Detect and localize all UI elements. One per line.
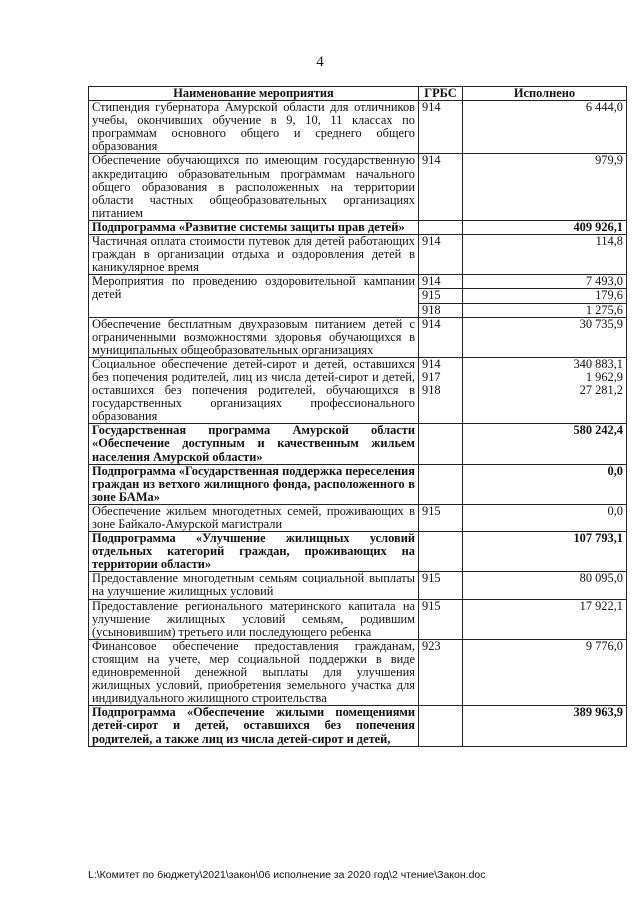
row-name: Мероприятия по проведению оздоровительной кампании детей <box>89 275 419 317</box>
row-executed <box>463 639 627 705</box>
executed-amount: 389 963,9 <box>573 705 623 720</box>
executed-amount: 1 962,9 <box>585 369 623 384</box>
executed-amount: 409 926,1 <box>573 219 623 234</box>
table-row <box>89 424 627 464</box>
executed-amount: 7 493,0 <box>585 274 623 289</box>
table-row <box>89 275 627 317</box>
row-executed <box>463 504 627 531</box>
row-grbs <box>419 154 463 220</box>
table-row <box>89 154 627 220</box>
table-row <box>89 101 627 154</box>
budget-table <box>88 86 627 747</box>
file-path-footer: L:\Комитет по бюджету\2021\закон\06 исполнение за 2020 год\2 чтение\Закон.doc <box>88 869 486 881</box>
row-grbs <box>419 275 463 317</box>
row-grbs <box>419 220 463 234</box>
row-grbs <box>419 504 463 531</box>
table-row <box>89 504 627 531</box>
executed-amount: 107 793,1 <box>573 531 623 546</box>
grbs-code: 923 <box>422 638 441 653</box>
row-executed <box>463 532 627 572</box>
row-grbs <box>419 639 463 705</box>
row-grbs <box>419 424 463 464</box>
row-grbs <box>419 317 463 357</box>
table-row <box>89 599 627 639</box>
row-name: Финансовое обеспечение предоставления гражданам, стоящим на учете, мер социальной поддержки в виде единовременной денежной выплаты для улучшения жилищных условий, приобретения земельного участка для индивидуального жилищного строительства <box>89 639 419 705</box>
row-executed <box>463 235 627 275</box>
row-name: Государственная программа Амурской области «Обеспечение доступным и качественным жильем населения Амурской области» <box>89 424 419 464</box>
grbs-code: 914 <box>422 153 441 168</box>
header-name: Наименование мероприятия <box>89 87 419 101</box>
table-row <box>89 532 627 572</box>
table-row <box>89 706 627 746</box>
grbs-code: 914 <box>422 100 441 115</box>
table-row <box>89 357 627 423</box>
row-name: Подпрограмма «Государственная поддержка переселения граждан из ветхого жилищного фонда, расположенного в зоне БАМа» <box>89 464 419 504</box>
header-grbs: ГРБС <box>419 87 463 101</box>
row-executed <box>463 220 627 234</box>
row-grbs <box>419 706 463 746</box>
grbs-code: 914 <box>422 274 441 289</box>
row-name: Предоставление регионального материнского капитала на улучшение жилищных условий семьям, родившим (усыновившим) третьего или последующего ребенка <box>89 599 419 639</box>
grbs-code: 918 <box>422 383 441 398</box>
row-name: Обеспечение обучающихся по имеющим государственную аккредитацию образовательным программам начального общего образования в расположенных на территории области частных общеобразовательных организациях питанием <box>89 154 419 220</box>
row-name: Подпрограмма «Развитие системы защиты прав детей» <box>89 220 419 234</box>
row-grbs <box>419 532 463 572</box>
executed-amount: 17 922,1 <box>579 598 623 613</box>
row-executed <box>463 275 627 317</box>
table-body <box>89 101 627 747</box>
row-executed <box>463 706 627 746</box>
table-row <box>89 317 627 357</box>
row-executed <box>463 464 627 504</box>
executed-amount: 6 444,0 <box>585 100 623 115</box>
row-grbs <box>419 235 463 275</box>
executed-amount: 979,9 <box>595 153 623 168</box>
grbs-code: 915 <box>419 288 462 302</box>
grbs-code: 915 <box>422 503 441 518</box>
table-row <box>89 464 627 504</box>
row-executed <box>463 154 627 220</box>
executed-amount: 27 281,2 <box>579 383 623 398</box>
table-header-row <box>89 87 627 101</box>
executed-amount: 340 883,1 <box>573 356 623 371</box>
row-executed <box>463 424 627 464</box>
executed-amount: 580 242,4 <box>573 423 623 438</box>
table-row <box>89 220 627 234</box>
row-executed <box>463 599 627 639</box>
table-row <box>89 235 627 275</box>
grbs-code: 915 <box>422 598 441 613</box>
executed-amount: 9 776,0 <box>585 638 623 653</box>
table-row <box>89 572 627 599</box>
row-executed <box>463 317 627 357</box>
grbs-code: 914 <box>422 356 441 371</box>
table-row <box>89 639 627 705</box>
row-grbs <box>419 101 463 154</box>
row-name: Подпрограмма «Улучшение жилищных условий отдельных категорий граждан, проживающих на территории области» <box>89 532 419 572</box>
row-grbs <box>419 599 463 639</box>
executed-amount: 80 095,0 <box>579 571 623 586</box>
executed-amount: 30 735,9 <box>579 316 623 331</box>
row-name: Частичная оплата стоимости путевок для детей работающих граждан в организации отдыха и оздоровления детей в каникулярное время <box>89 235 419 275</box>
row-executed <box>463 357 627 423</box>
grbs-code: 917 <box>422 369 441 384</box>
row-name: Обеспечение бесплатным двухразовым питанием детей с ограниченными возможностями здоровья обучающихся в муниципальных общеобразовательных организациях <box>89 317 419 357</box>
executed-amount: 114,8 <box>595 234 623 249</box>
grbs-code: 914 <box>422 316 441 331</box>
row-name: Подпрограмма «Обеспечение жилыми помещениями детей-сирот и детей, оставшихся без попечения родителей, а также лиц из числа детей-сирот и детей, <box>89 706 419 746</box>
row-name: Стипендия губернатора Амурской области для отличников учебы, окончивших обучение в 9, 10, 11 классах по программам основного общего и среднего общего образования <box>89 101 419 154</box>
header-executed: Исполнено <box>463 87 627 101</box>
grbs-code: 915 <box>422 571 441 586</box>
executed-amount: 0,0 <box>607 463 623 478</box>
executed-amount: 0,0 <box>607 503 623 518</box>
row-grbs <box>419 464 463 504</box>
row-grbs <box>419 357 463 423</box>
executed-amount: 179,6 <box>463 288 626 302</box>
page-number: 4 <box>316 54 324 70</box>
row-grbs <box>419 572 463 599</box>
grbs-code: 918 <box>419 303 462 317</box>
row-executed <box>463 101 627 154</box>
executed-amount: 1 275,6 <box>463 303 626 317</box>
row-name: Обеспечение жильем многодетных семей, проживающих в зоне Байкало-Амурской магистрали <box>89 504 419 531</box>
row-name: Предоставление многодетным семьям социальной выплаты на улучшение жилищных условий <box>89 572 419 599</box>
row-name: Социальное обеспечение детей-сирот и детей, оставшихся без попечения родителей, лиц из числа детей-сирот и детей, оставшихся без попечения родителей, обучающихся в государственных организациях профессионального образования <box>89 357 419 423</box>
row-executed <box>463 572 627 599</box>
grbs-code: 914 <box>422 234 441 249</box>
